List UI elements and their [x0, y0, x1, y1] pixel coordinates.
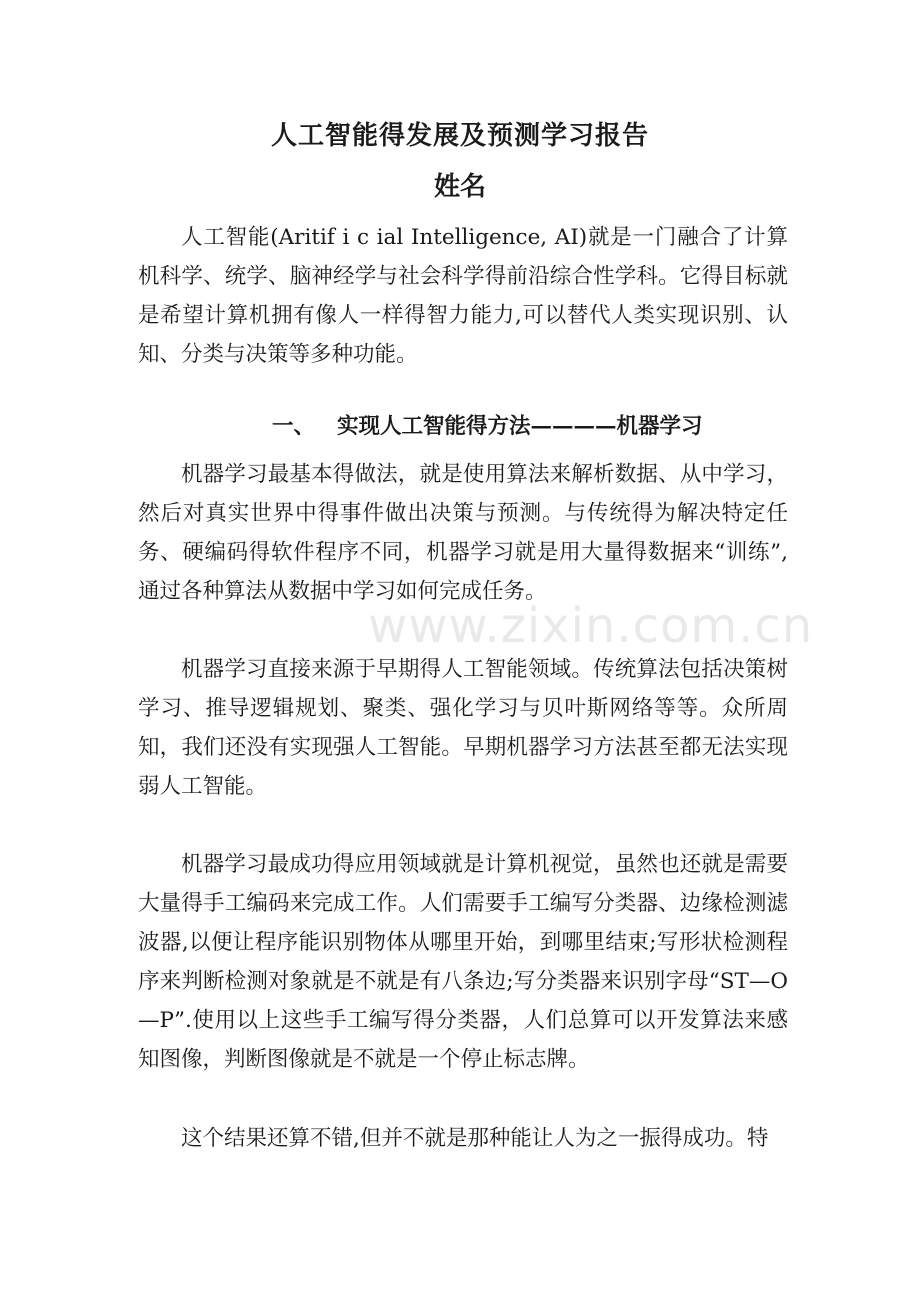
intro-paragraph: 人工智能(Aritif i c ial Intelligence, AI)就是一门融合了计算机科学、统学、脑神经学与社会科学得前沿综合性学科。它得目标就是希望计算机拥有像人一样得智力能力,可以替代人类实现识别、认知、分类与决策等多种功能。	[138, 225, 788, 367]
paragraph-2: 机器学习直接来源于早期得人工智能领域。传统算法包括决策树学习、推导逻辑规划、聚类、强化学习与贝叶斯网络等等。众所周知，我们还没有实现强人工智能。早期机器学习方法甚至都无法实现弱人工智能。	[138, 657, 788, 799]
author-label: 姓名	[433, 172, 486, 202]
section-number: 一、	[272, 414, 316, 439]
section-title: 实现人工智能得方法————机器学习	[337, 414, 703, 439]
paragraph-1: 机器学习最基本得做法，就是使用算法来解析数据、从中学习，然后对真实世界中得事件做出决策与预测。与传统得为解决特定任务、硬编码得软件程序不同，机器学习就是用大量得数据来“训练”,通过各种算法从数据中学习如何完成任务。	[138, 462, 788, 604]
paragraph-3: 机器学习最成功得应用领域就是计算机视觉，虽然也还就是需要大量得手工编码来完成工作。人们需要手工编写分类器、边缘检测滤波器,以便让程序能识别物体从哪里开始，到哪里结束;写形状检测程序来判断检测对象就是不就是有八条边;写分类器来识别字母“ST—O—P”.使用以上这些手工编写得分类器，人们总算可以开发算法来感知图像，判断图像就是不就是一个停止标志牌。	[138, 852, 788, 1072]
watermark-text: www.zixin.com.cn	[368, 598, 814, 654]
section-heading	[272, 409, 703, 440]
document-title: 人工智能得发展及预测学习报告	[270, 121, 649, 151]
paragraph-4: 这个结果还算不错,但并不就是那种能让人为之一振得成功。特	[181, 1126, 769, 1151]
